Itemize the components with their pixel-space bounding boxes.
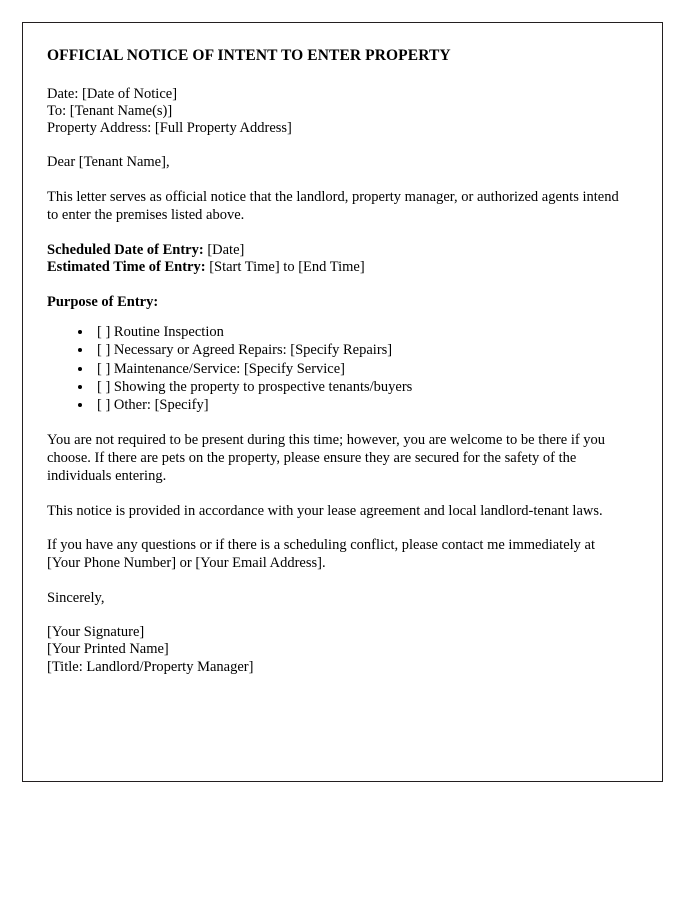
closing-salutation: Sincerely, [47,590,105,606]
list-item[interactable]: • [ ] Routine Inspection [93,323,624,341]
estimated-time-line [47,259,624,276]
signature-line: [Your Signature] [47,624,145,641]
list-item[interactable]: • [ ] Necessary or Agreed Repairs: [Specify Repairs] [93,341,624,359]
scheduled-date-label: Scheduled Date of Entry: [47,241,204,258]
title-line: [Title: Landlord/Property Manager] [47,658,254,675]
date-line: Date: [Date of Notice] [47,85,178,102]
scheduled-date-line [47,242,624,259]
estimated-time-placeholder: [Start Time] to [End Time] [209,258,365,275]
salutation: Dear [Tenant Name], [47,154,170,171]
recipient-line: To: [Tenant Name(s)] [47,102,173,119]
presence-paragraph: You are not required to be present during this time; however, you are welcome to be there if you choose. If there are pets on the property, please ensure they are secured for the safety of the individuals entering. [47,432,606,484]
list-item[interactable]: • [ ] Showing the property to prospective tenants/buyers [93,378,624,396]
purpose-of-entry-list [47,323,624,414]
document-page [22,22,663,782]
contact-paragraph: If you have any questions or if there is a scheduling conflict, please contact me immediately at [Your Phone Number] or [Your Email Address]. [47,537,595,572]
property-address-line: Property Address: [Full Property Address] [47,120,292,136]
purpose-of-entry-heading: Purpose of Entry: [47,294,159,310]
page-title: OFFICIAL NOTICE OF INTENT TO ENTER PROPERTY [47,47,451,64]
list-item[interactable]: • [ ] Other: [Specify] [93,396,624,414]
document-body [23,23,662,676]
intro-paragraph: This letter serves as official notice that the landlord, property manager, or authorized agents intend to enter the premises listed above. [47,189,619,223]
compliance-paragraph: This notice is provided in accordance with your lease agreement and local landlord-tenant laws. [47,502,603,519]
header-address-block [47,86,624,138]
signature-block [47,624,624,676]
estimated-time-label: Estimated Time of Entry: [47,258,206,275]
list-item[interactable]: • [ ] Maintenance/Service: [Specify Service] [93,360,624,378]
scheduled-date-placeholder: [Date] [207,241,245,258]
printed-name-line: [Your Printed Name] [47,641,169,658]
entry-details-block [47,242,624,276]
